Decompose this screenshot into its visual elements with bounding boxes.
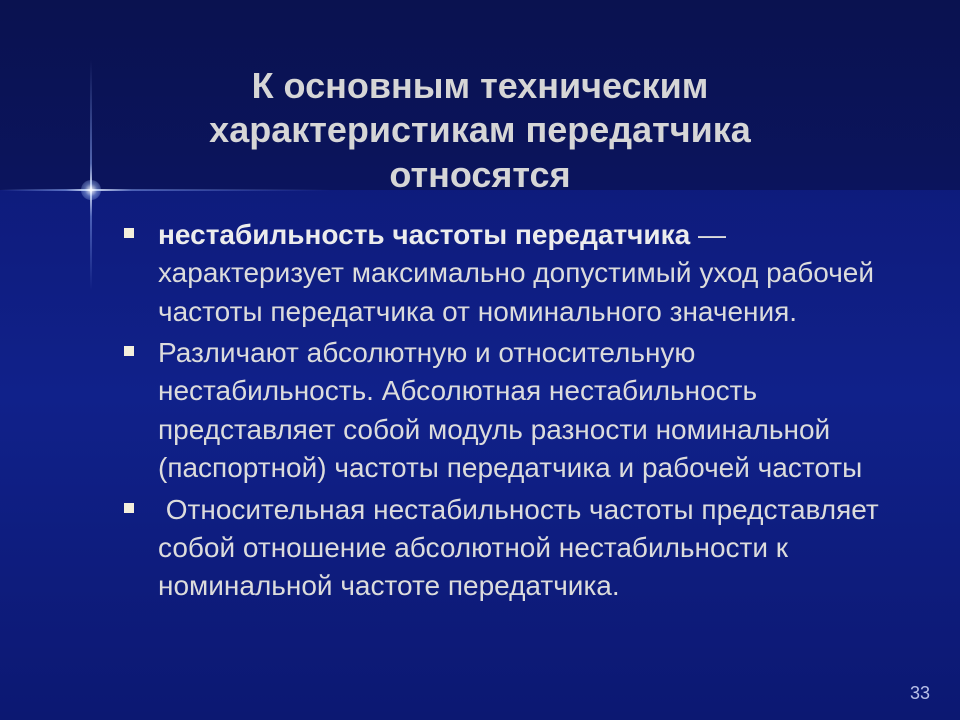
lens-flare-vertical xyxy=(90,60,92,290)
title-line-2: характеристикам передатчика xyxy=(209,109,751,151)
bullet-item-absolute-instability xyxy=(122,334,912,487)
square-bullet-icon xyxy=(124,228,134,238)
square-bullet-icon xyxy=(124,346,134,356)
square-bullet-icon xyxy=(124,503,134,513)
bullet-item-relative-instability xyxy=(122,491,912,606)
bullet-term: нестабильность частоты передатчика xyxy=(158,219,691,250)
bullet-item-frequency-instability xyxy=(122,216,912,331)
bullet-list xyxy=(122,216,912,609)
bullet-text: Различают абсолютную и относительную нестабильность. Абсолютная нестабильность представляет собой модуль разности номинальной (паспортной) частоты передатчика и рабочей частоты xyxy=(158,337,863,484)
title-line-3: относятся xyxy=(389,153,571,195)
page-number: 33 xyxy=(909,683,930,703)
bullet-text: Относительная нестабильность частоты представляет собой отношение абсолютной нестабильности к номинальной частоте передатчика. xyxy=(158,493,879,602)
title-line-1: К основным техническим xyxy=(251,65,709,107)
lens-flare-glow xyxy=(81,180,101,200)
bullet-text: — характеризует максимально допустимый уход рабочей частоты передатчика от номинального значения. xyxy=(158,219,875,327)
slide-title xyxy=(150,64,810,197)
